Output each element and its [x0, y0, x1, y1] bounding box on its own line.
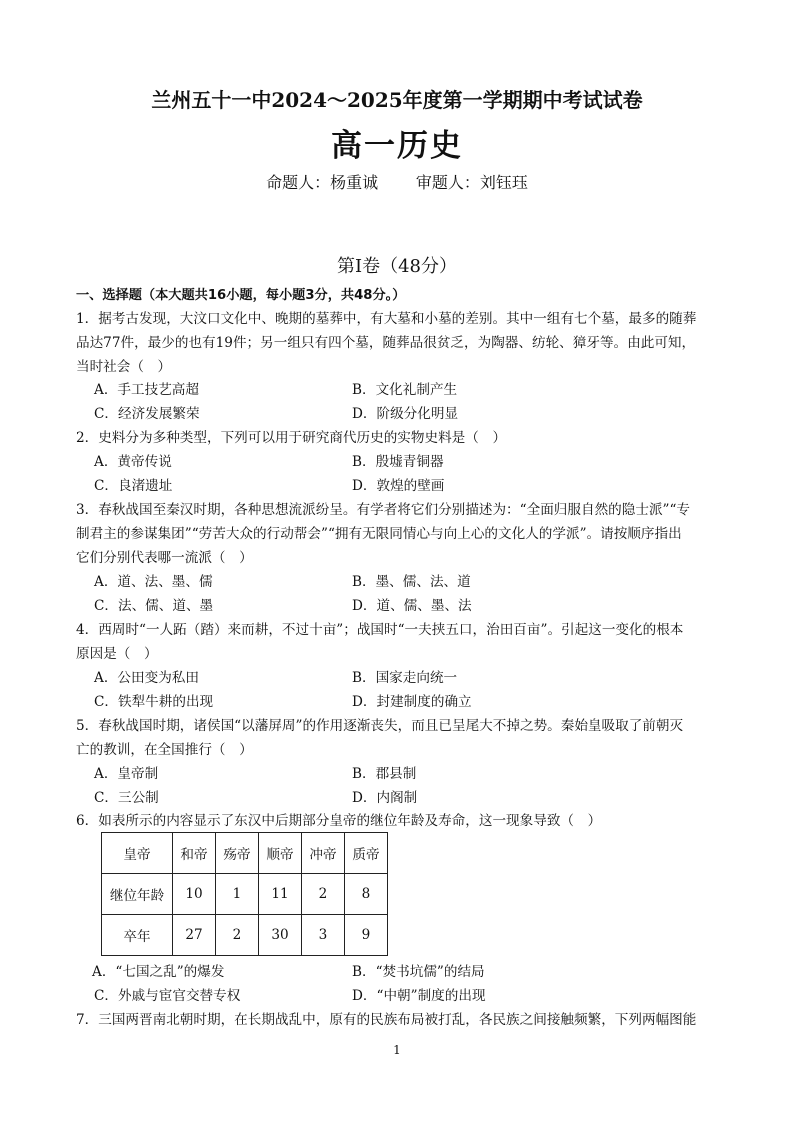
table-cell: 10 — [173, 874, 216, 915]
table-cell: 11 — [259, 874, 302, 915]
table-cell: 继位年龄 — [102, 874, 173, 915]
subject-title: 高一历史 — [331, 128, 463, 164]
q1-stem-line: 1．据考古发现，大汶口文化中、晚期的墓葬中，有大墓和小墓的差别。其中一组有七个墓，最多的随葬 — [76, 311, 697, 327]
q2-option-b: B．殷墟青铜器 — [352, 454, 444, 470]
q2-option-c: C．良渚遗址 — [94, 478, 173, 494]
q5-option-a: A．皇帝制 — [94, 766, 159, 782]
table-header-row — [102, 833, 388, 874]
q4-option-b: B．国家走向统一 — [352, 670, 458, 686]
q3-option-c: C．法、儒、道、墨 — [94, 598, 214, 614]
question-reviewer: 审题人：刘钰珏 — [415, 173, 528, 192]
page-number: 1 — [393, 1043, 401, 1057]
table-cell: 顺帝 — [259, 833, 302, 874]
q7-stem-line: 7．三国两晋南北朝时期，在长期战乱中，原有的民族布局被打乱，各民族之间接触频繁，下列两幅图能 — [76, 1012, 697, 1028]
table-row — [102, 874, 388, 915]
q5-option-c: C．三公制 — [94, 790, 159, 806]
q2-option-a: A．黄帝传说 — [94, 454, 172, 470]
q4-option-c: C．铁犁牛耕的出现 — [94, 694, 214, 710]
q2-option-d: D．敦煌的壁画 — [352, 478, 445, 494]
table-cell: 质帝 — [345, 833, 388, 874]
q6-option-c: C．外戚与宦官交替专权 — [94, 988, 241, 1004]
q4-option-a: A．公田变为私田 — [94, 670, 199, 686]
table-cell: 3 — [302, 915, 345, 956]
q1-option-d: D．阶级分化明显 — [352, 406, 459, 422]
q3-stem-line: 3．春秋战国至秦汉时期，各种思想流派纷呈。有学者将它们分别描述为：“全面归服自然的隐士派”“专 — [76, 502, 691, 518]
q5-option-b: B．郡县制 — [352, 766, 417, 782]
table-cell: 2 — [302, 874, 345, 915]
q6-stem-line: 6．如表所示的内容显示了东汉中后期部分皇帝的继位年龄及寿命，这一现象导致（ ） — [76, 813, 602, 829]
table-row — [102, 915, 388, 956]
q5-option-d: D．内阁制 — [352, 790, 418, 806]
q2-stem-line: 2．史料分为多种类型，下列可以用于研究商代历史的实物史料是（ ） — [76, 430, 507, 446]
q1-option-b: B．文化礼制产生 — [352, 382, 458, 398]
q3-option-a: A．道、法、墨、儒 — [94, 574, 213, 590]
table-cell: 2 — [216, 915, 259, 956]
q5-stem-line: 5．春秋战国时期，诸侯国“以藩屏周”的作用逐渐丧失，而且已呈尾大不掉之势。秦始皇吸取了前朝灭 — [76, 718, 684, 734]
q1-option-a: A．手工技艺高超 — [94, 382, 199, 398]
q1-option-c: C．经济发展繁荣 — [94, 406, 200, 422]
exam-title: 兰州五十一中2024～2025年度第一学期期中考试试卷 — [151, 88, 643, 112]
table-cell: 27 — [173, 915, 216, 956]
table-cell: 1 — [216, 874, 259, 915]
table-cell: 8 — [345, 874, 388, 915]
q3-stem-line: 它们分别代表哪一流派（ ） — [76, 550, 253, 566]
q6-option-d: D．“中朝”制度的出现 — [352, 988, 486, 1004]
table-cell: 9 — [345, 915, 388, 956]
q3-option-b: B．墨、儒、法、道 — [352, 574, 471, 590]
q3-option-d: D．道、儒、墨、法 — [352, 598, 472, 614]
q4-stem-line: 原因是（ ） — [76, 646, 158, 662]
authors-line — [0, 170, 794, 193]
q3-stem-line: 制君主的参谋集团”“劳苦大众的行动帮会”“拥有无限同情心与向上心的文化人的学派”。请按顺序指出 — [76, 526, 682, 542]
table-cell: 和帝 — [173, 833, 216, 874]
q5-stem-line: 亡的教训，在全国推行（ ） — [76, 742, 253, 758]
q6-option-b: B．“焚书坑儒”的结局 — [352, 964, 485, 980]
table-cell: 30 — [259, 915, 302, 956]
table-cell: 冲帝 — [302, 833, 345, 874]
emperor-age-table — [101, 832, 388, 956]
q6-option-a: A．“七国之乱”的爆发 — [92, 964, 225, 980]
q1-stem-line: 当时社会（ ） — [76, 359, 172, 375]
part-title: 第Ⅰ卷（48分） — [336, 256, 457, 277]
table-cell: 皇帝 — [102, 833, 173, 874]
table-cell: 卒年 — [102, 915, 173, 956]
table-cell: 殇帝 — [216, 833, 259, 874]
question-setter: 命题人：杨重诚 — [266, 173, 379, 192]
q4-stem-line: 4．西周时“一人跖（踏）来而耕，不过十亩”；战国时“一夫挟五口，治田百亩”。引起这一变化的根本 — [76, 622, 684, 638]
q4-option-d: D．封建制度的确立 — [352, 694, 472, 710]
section-title: 一、选择题（本大题共16小题，每小题3分，共48分。） — [76, 288, 406, 303]
q1-stem-line: 品达77件，最少的也有19件；另一组只有四个墓，随葬品很贫乏，为陶器、纺轮、獐牙等。由此可知， — [76, 335, 696, 351]
